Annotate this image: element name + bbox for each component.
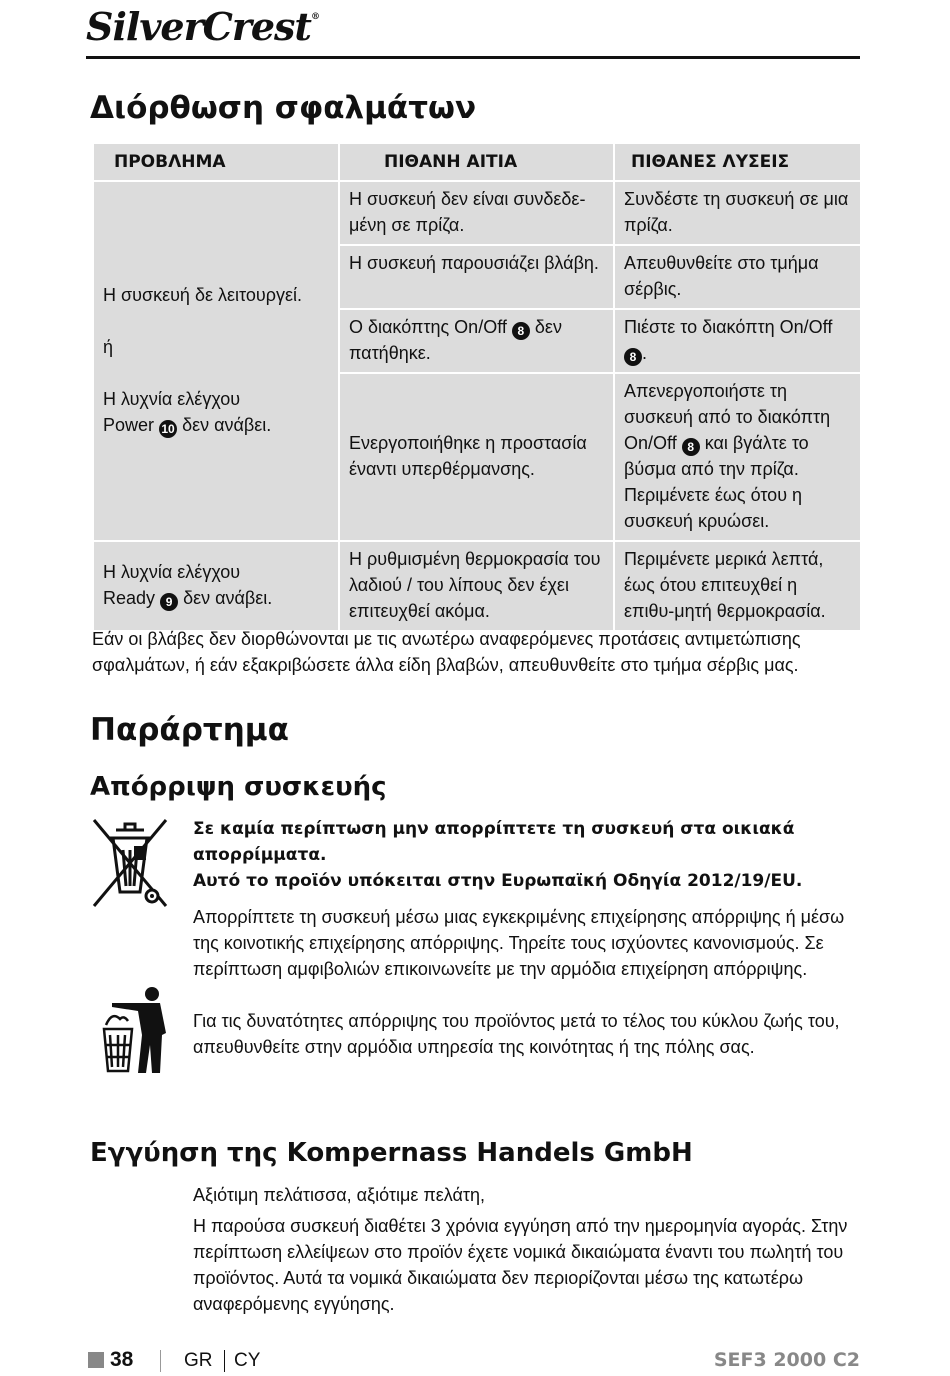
solution-cell: Περιμένετε μερικά λεπτά, έως ότου επιτευχθεί η επιθυ-μητή θερμοκρασία. [614, 541, 861, 631]
troubleshooting-title: Διόρθωση σφαλμάτων [90, 90, 477, 126]
tidyman-icon [98, 985, 174, 1077]
switch-number-badge: 8 [624, 348, 642, 366]
table-row [93, 541, 861, 631]
footer-language: CY [234, 1350, 261, 1371]
footer-square-marker [88, 1352, 104, 1368]
warranty-title: Εγγύηση της Kompernass Handels GmbH [90, 1138, 693, 1168]
switch-number-badge: 8 [512, 322, 530, 340]
header-rule [86, 56, 860, 59]
troubleshooting-table [92, 142, 862, 632]
brand-logo: SilverCrest® [86, 4, 319, 49]
table-row [93, 181, 861, 245]
packaging-disposal-text: Για τις δυνατότητες απόρριψης του προϊόντος μετά το τέλος του κύκλου ζωής του, απευθυνθείτε στην αρμόδια υπηρεσία της κοινότητας ή της πόλης σας. [193, 1011, 840, 1057]
problem-cell: Η συσκευή δε λειτουργεί. ή Η λυχνία ελέγχου Power 10 δεν ανάβει. [93, 181, 339, 541]
troubleshooting-note: Εάν οι βλάβες δεν διορθώνονται με τις ανωτέρω αναφερόμενες προτάσεις αντιμετώπισης σφαλμάτων, ή εάν εξακριβώσετε άλλα είδη βλαβών, απευθυνθείτε στο τμήμα σέρβις μας. [92, 629, 801, 675]
solution-cell: Πιέστε το διακόπτη On/Off 8 . [614, 309, 861, 373]
model-number: SEF3 2000 C2 [713, 1349, 860, 1371]
problem-cell: Η λυχνία ελέγχου Ready 9 δεν ανάβει. [93, 541, 339, 631]
column-header-solution: ΠΙΘΑΝΕΣ ΛΥΣΕΙΣ [614, 143, 861, 181]
column-header-problem: ΠΡΟΒΛΗΜΑ [93, 143, 339, 181]
appendix-title: Παράρτημα [90, 712, 289, 748]
disposal-instructions: Απορρίπτετε τη συσκευή μέσω μιας εγκεκριμένης επιχείρησης απόρριψης ή μέσω της κοινοτικής επιχείρησης απόρριψης. Τηρείτε τους ισχύοντες κανονισμούς. Σε περίπτωση αμφιβολιών επικοινωνείτε με την αρμόδια επιχείρηση απόρριψης. [193, 907, 845, 979]
solution-cell: Συνδέστε τη συσκευή σε μια πρίζα. [614, 181, 861, 245]
cause-cell: Η συσκευή παρουσιάζει βλάβη. [339, 245, 614, 309]
switch-number-badge: 8 [682, 438, 700, 456]
warranty-greeting: Αξιότιμη πελάτισσα, αξιότιμε πελάτη, [193, 1185, 486, 1205]
solution-cell: Απευθυνθείτε στο τμήμα σέρβις. [614, 245, 861, 309]
solution-cell: Απενεργοποιήστε τη συσκευή από το διακόπτη On/Off 8 και βγάλτε το βύσμα από την πρίζα. Περιμένετε έως ότου η συσκευή κρυώσει. [614, 373, 861, 541]
footer-divider [224, 1350, 225, 1372]
column-header-cause: ΠΙΘΑΝΗ ΑΙΤΙΑ [339, 143, 614, 181]
disposal-warning: Σε καμία περίπτωση μην απορρίπτετε τη συσκευή στα οικιακά απορρίμματα. Αυτό το προϊόν υπόκειται στην Ευρωπαϊκή Οδηγία 2012/19/EU. [193, 819, 803, 891]
footer-language: GR [184, 1350, 213, 1371]
footer-divider [160, 1350, 161, 1372]
disposal-title: Απόρριψη συσκευής [90, 772, 387, 802]
cause-cell: Η ρυθμισμένη θερμοκρασία του λαδιού / του λίπους δεν έχει επιτευχθεί ακόμα. [339, 541, 614, 631]
ready-indicator-number-badge: 9 [160, 593, 178, 611]
warranty-text: Η παρούσα συσκευή διαθέτει 3 χρόνια εγγύηση από την ημερομηνία αγοράς. Στην περίπτωση ελλείψεων στο προϊόν έχετε νομικά δικαιώματα έναντι του πωλητή του προϊόντος. Αυτά τα νομικά δικαιώματα δεν περιορίζονται μέσω της κατωτέρω αναφερόμενης εγγύησης. [193, 1216, 848, 1314]
page-number: 38 [110, 1348, 134, 1371]
cause-cell: Ενεργοποιήθηκε η προστασία έναντι υπερθέρμανσης. [339, 373, 614, 541]
power-indicator-number-badge: 10 [159, 420, 177, 438]
cause-cell: Η συσκευή δεν είναι συνδεδε-μένη σε πρίζα. [339, 181, 614, 245]
page-footer [88, 1348, 860, 1376]
crossed-bin-icon [90, 816, 170, 912]
cause-cell: Ο διακόπτης On/Off 8 δεν πατήθηκε. [339, 309, 614, 373]
